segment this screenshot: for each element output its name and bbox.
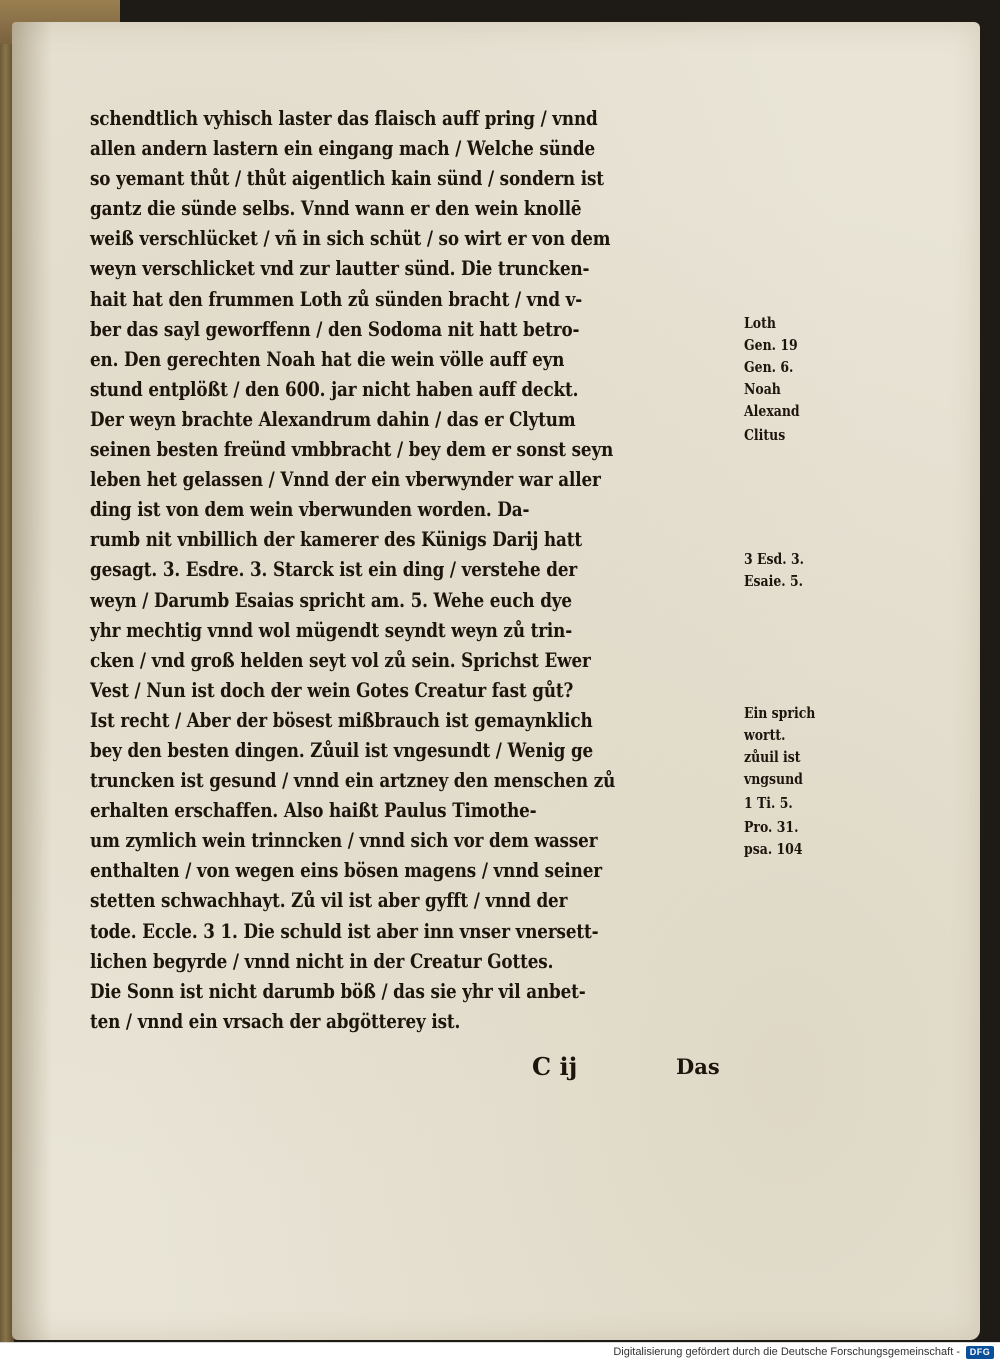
text-line: hait hat den frummen Loth zů sünden bracht / vnd v- (90, 287, 583, 311)
text-line: rumb nit vnbillich der kamerer des Künigs Darij hatt (90, 528, 583, 552)
margin-note: Alexand (744, 403, 800, 420)
text-line: yhr mechtig vnnd wol mügendt seyndt weyn zů trin- (90, 618, 573, 642)
text-line: allen andern lastern ein eingang mach / Welche sünde (90, 137, 595, 161)
margin-note: Esaie. 5. (744, 573, 803, 590)
text-line: lichen begyrde / vnnd nicht in der Creatur Gottes. (90, 949, 554, 973)
margin-note: 1 Ti. 5. (744, 795, 793, 812)
footer-bar (0, 1342, 1000, 1363)
margin-note: wortt. (744, 727, 786, 744)
margin-note: Noah (744, 381, 781, 398)
margin-note: 3 Esd. 3. (744, 551, 804, 568)
margin-note: vngsund (744, 771, 803, 788)
page-gutter-shadow (12, 22, 52, 1340)
text-line: tode. Eccle. 3 1. Die schuld ist aber inn vnser vnersett- (90, 919, 599, 943)
margin-note: Pro. 31. (744, 819, 799, 836)
text-line: seinen besten freünd vmbbracht / bey dem er sonst seyn (90, 438, 614, 462)
text-line: Die Sonn ist nicht darumb böß / das sie yhr vil anbet- (90, 979, 586, 1003)
margin-note: Ein sprich (744, 705, 816, 722)
dfg-logo: DFG (966, 1346, 994, 1359)
margin-note: Clitus (744, 427, 786, 444)
text-line: truncken ist gesund / vnnd ein artzney den menschen zů (90, 769, 616, 793)
margin-note: psa. 104 (744, 841, 803, 858)
text-line: so yemant thůt / thůt aigentlich kain sünd / sondern ist (90, 167, 604, 191)
margin-note: Loth (744, 315, 776, 332)
text-line: ding ist von dem wein vberwunden worden. Da- (90, 498, 530, 522)
margin-notes (744, 22, 836, 1022)
text-line: weyn / Darumb Esaias spricht am. 5. Wehe euch dye (90, 588, 572, 612)
text-line: leben het gelassen / Vnnd der ein vberwynder war aller (90, 468, 601, 492)
book-page (12, 22, 980, 1340)
text-line: gesagt. 3. Esdre. 3. Starck ist ein ding / verstehe der (90, 558, 578, 582)
text-line: Vest / Nun ist doch der wein Gotes Creatur fast gůt? (90, 678, 574, 702)
text-line: Ist recht / Aber der bösest mißbrauch ist gemaynklich (90, 708, 593, 732)
text-line: stund entplößt / den 600. jar nicht haben auff deckt. (90, 377, 579, 401)
text-line: um zymlich wein trinncken / vnnd sich vor dem wasser (90, 829, 598, 853)
text-line: bey den besten dingen. Zůuil ist vngesundt / Wenig ge (90, 738, 594, 762)
text-line: ten / vnnd ein vrsach der abgötterey ist. (90, 1009, 461, 1033)
text-line: weyn verschlicket vnd zur lautter sünd. Die truncken- (90, 257, 590, 281)
text-line: stetten schwachhayt. Zů vil ist aber gyfft / vnnd der (90, 889, 568, 913)
text-line: cken / vnd groß helden seyt vol zů sein. Sprichst Ewer (90, 648, 591, 672)
signature-mark: C ij (532, 1052, 578, 1081)
margin-note: zůuil ist (744, 749, 801, 766)
text-line: weiß verschlücket / vñ in sich schüt / so wirt er von dem (90, 227, 611, 251)
text-line: schendtlich vyhisch laster das flaisch auff pring / vnnd (90, 107, 598, 130)
footer-credit: Digitalisierung gefördert durch die Deutsche Forschungsgemeinschaft - (613, 1346, 960, 1358)
margin-note: Gen. 19 (744, 337, 798, 354)
text-line: erhalten erschaffen. Also haißt Paulus Timothe- (90, 799, 537, 823)
margin-note: Gen. 6. (744, 359, 794, 376)
catchword: Das (676, 1054, 720, 1079)
text-line: enthalten / von wegen eins bösen magens / vnnd seiner (90, 859, 602, 883)
text-line: Der weyn brachte Alexandrum dahin / das er Clytum (90, 407, 576, 431)
text-line: ber das sayl geworffenn / den Sodoma nit hatt betro- (90, 317, 580, 341)
text-line: gantz die sünde selbs. Vnnd wann er den wein knollē (90, 197, 582, 221)
text-line: en. Den gerechten Noah hat die wein völle auff eyn (90, 347, 565, 371)
body-text (90, 104, 740, 1037)
